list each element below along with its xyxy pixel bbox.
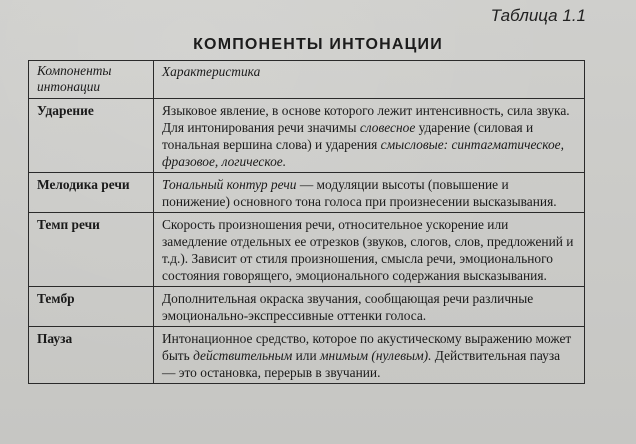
description-text: Языковое явление, в основе которого лежит интенсивность, сила звука. Для интонирования речи значимы: [162, 103, 570, 135]
component-cell: Темп речи: [29, 213, 154, 287]
component-cell: Пауза: [29, 327, 154, 384]
italic-term: мнимым (нулевым).: [320, 348, 432, 363]
table-row: [29, 173, 585, 213]
characteristic-cell: [154, 287, 585, 327]
italic-term: смысловые: синтагматическое, фразовое, логическое.: [162, 137, 564, 169]
characteristic-cell: [154, 327, 585, 384]
component-cell: Ударение: [29, 99, 154, 173]
table-row: [29, 327, 585, 384]
characteristic-cell: [154, 173, 585, 213]
column-header-component: Компоненты интонации: [29, 61, 154, 99]
table-row: [29, 99, 585, 173]
italic-term: действительным: [193, 348, 293, 363]
description-text: Интонационное средство, которое по акустическому выражению может быть: [162, 331, 572, 363]
intonation-components-table: [28, 60, 585, 384]
component-cell: Мелодика речи: [29, 173, 154, 213]
description-text: Дополнительная окраска звучания, сообщающая речи различные эмоционально-экспрессивные оттенки голоса.: [162, 291, 534, 323]
characteristic-cell: [154, 99, 585, 173]
characteristic-cell: [154, 213, 585, 287]
table-title: КОМПОНЕНТЫ ИНТОНАЦИИ: [193, 36, 443, 53]
table-row: [29, 287, 585, 327]
table-body: [29, 99, 585, 384]
table-header-row: [29, 61, 585, 99]
table-row: [29, 213, 585, 287]
description-text: ударение (силовая и тональная вершина слова) и ударения: [162, 120, 534, 152]
table-number: Таблица 1.1: [490, 6, 586, 25]
component-cell: Тембр: [29, 287, 154, 327]
italic-term: Тональный контур речи: [162, 177, 297, 192]
description-text: Скорость произношения речи, относительное ускорение или замедление отдельных ее отрезков (звуков, слогов, слов, предложений и т.д.). Зависит от стиля произношения, смысла речи, эмоционального состояния говорящего, эмоционального содержания высказывания.: [162, 217, 574, 283]
column-header-characteristic: Характеристика: [154, 61, 585, 99]
description-text: или: [292, 348, 321, 363]
description-text: — модуляции высоты (повышение и понижение) основного тона голоса при произнесении высказывания.: [162, 177, 557, 209]
italic-term: словесное: [359, 120, 416, 135]
description-text: Действительная пауза — это остановка, перерыв в звучании.: [162, 348, 561, 380]
